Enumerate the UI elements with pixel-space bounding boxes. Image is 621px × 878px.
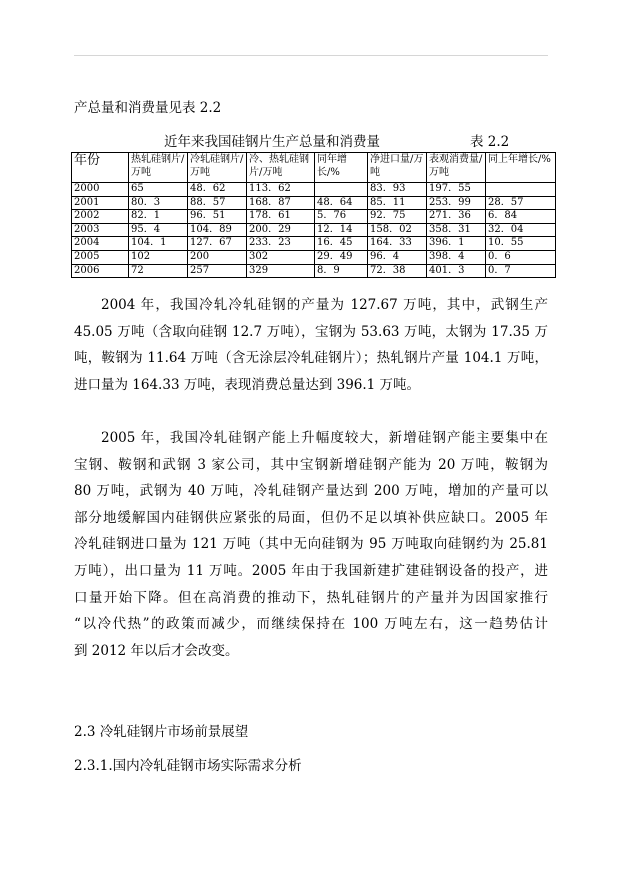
table-cell: 96．51 — [188, 210, 247, 224]
column-header: 热轧硅钢片/万吨 — [129, 153, 188, 183]
table-row — [72, 223, 556, 237]
table-row — [72, 210, 556, 224]
table-caption-title: 近年来我国硅钢片生产总量和消费量 — [164, 134, 380, 150]
table-cell: 72 — [129, 264, 188, 278]
table-row — [72, 237, 556, 251]
table-cell: 10．55 — [486, 237, 556, 251]
table-cell: 2006 — [72, 264, 129, 278]
table-cell: 358．31 — [427, 223, 486, 237]
table-cell: 88．57 — [188, 196, 247, 210]
column-header: 同年增长/% — [315, 153, 368, 183]
table-cell: 2005 — [72, 250, 129, 264]
paragraph-line: 进口量为 164.33 万吨，表现消费总量达到 396.1 万吨。 — [74, 376, 421, 393]
table-cell: 158．02 — [368, 223, 427, 237]
table-cell: 96．4 — [368, 250, 427, 264]
table-cell: 178．61 — [247, 210, 315, 224]
table-cell: 28．57 — [486, 196, 556, 210]
paragraph-line: 45.05 万吨（含取向硅钢 12.7 万吨），宝钢为 53.63 万吨，太钢为 17.35 万 — [74, 323, 548, 340]
table-cell: 80．3 — [129, 196, 188, 210]
table-cell: 271．36 — [427, 210, 486, 224]
paragraph-2005 — [74, 425, 548, 664]
paragraph-line: 万吨），出口量为 11 万吨。2005 年由于我国新建扩建硅钢设备的投产，进 — [74, 562, 548, 579]
table-cell: 233．23 — [247, 237, 315, 251]
table-cell: 82．1 — [129, 210, 188, 224]
table-cell: 2003 — [72, 223, 129, 237]
table-cell: 72．38 — [368, 264, 427, 278]
table-header-row — [72, 153, 556, 183]
table-cell: 253．99 — [427, 196, 486, 210]
table-cell: 168．87 — [247, 196, 315, 210]
table-cell: 102 — [129, 250, 188, 264]
intro-line: 产总量和消费量见表 2.2 — [74, 100, 222, 116]
table-cell: 48．64 — [315, 196, 368, 210]
table-cell: 396．1 — [427, 237, 486, 251]
table-cell: 104．89 — [188, 223, 247, 237]
section-heading-2-3: 2.3 冷轧硅钢片市场前景展望 — [74, 724, 249, 740]
paragraph-line: 宝钢、鞍钢和武钢 3 家公司，其中宝钢新增硅钢产能为 20 万吨，鞍钢为 — [74, 456, 548, 473]
table-cell: 2004 — [72, 237, 129, 251]
table-cell: 398．4 — [427, 250, 486, 264]
table-cell: 65 — [129, 183, 188, 197]
table-cell: 85．11 — [368, 196, 427, 210]
table-cell: 83．93 — [368, 183, 427, 197]
paragraph-line: 冷轧硅钢进口量为 121 万吨（其中无向硅钢为 95 万吨取向硅钢约为 25.81 — [74, 536, 548, 553]
table-cell: 127．67 — [188, 237, 247, 251]
table-cell: 2001 — [72, 196, 129, 210]
table-row — [72, 250, 556, 264]
paragraph-line: 80 万吨，武钢为 40 万吨，冷轧硅钢产量达到 200 万吨，增加的产量可以 — [74, 483, 548, 500]
table-cell: 48．62 — [188, 183, 247, 197]
paragraph-line: 口量开始下降。但在高消费的推动下，热轧硅钢片的产量并为因国家推行 — [74, 589, 548, 606]
table-cell: 6．84 — [486, 210, 556, 224]
table-cell: 29．49 — [315, 250, 368, 264]
table-cell: 12．14 — [315, 223, 368, 237]
table-cell: 164．33 — [368, 237, 427, 251]
paragraph-line: 2005 年，我国冷轧硅钢产能上升幅度较大，新增硅钢产能主要集中在 — [101, 430, 548, 446]
table-cell: 8．9 — [315, 264, 368, 278]
table-row — [72, 264, 556, 278]
table-row — [72, 196, 556, 210]
table-cell: 92．75 — [368, 210, 427, 224]
table-cell: 0．7 — [486, 264, 556, 278]
page-header-rule — [74, 55, 548, 56]
paragraph-line: 到 2012 年以后才会改变。 — [74, 642, 239, 659]
table-row — [72, 183, 556, 197]
paragraph-line: 部分地缓解国内硅钢供应紧张的局面，但仍不足以填补供应缺口。2005 年 — [74, 509, 548, 526]
paragraph-line: “以冷代热”的政策而减少，而继续保持在 100 万吨左右，这一趋势估计 — [74, 616, 548, 633]
table-cell: 32．04 — [486, 223, 556, 237]
table-cell: 0．6 — [486, 250, 556, 264]
paragraph-2004 — [74, 292, 548, 398]
production-consumption-table — [71, 152, 556, 278]
column-header: 冷、热轧硅钢片/万吨 — [247, 153, 315, 183]
table-cell: 200．29 — [247, 223, 315, 237]
table-cell: 329 — [247, 264, 315, 278]
table-cell: 2002 — [72, 210, 129, 224]
section-heading-2-3-1: 2.3.1.国内冷轧硅钢市场实际需求分析 — [74, 758, 302, 774]
column-header: 同上年增长/% — [486, 153, 556, 183]
table-cell: 302 — [247, 250, 315, 264]
paragraph-line: 吨，鞍钢为 11.64 万吨（含无涂层冷轧硅钢片）；热轧钢片产量 104.1 万吨， — [74, 350, 548, 367]
table-cell: 16．45 — [315, 237, 368, 251]
table-cell: 2000 — [72, 183, 129, 197]
paragraph-line: 2004 年，我国冷轧冷轧硅钢的产量为 127.67 万吨，其中，武钢生产 — [101, 297, 548, 313]
column-header: 冷轧硅钢片/万吨 — [188, 153, 247, 183]
table-cell — [315, 183, 368, 197]
table-caption-number: 表 2.2 — [470, 134, 510, 150]
table-cell: 401．3 — [427, 264, 486, 278]
table-cell: 113．62 — [247, 183, 315, 197]
column-header: 净进口量/万吨 — [368, 153, 427, 183]
table-cell: 197．55 — [427, 183, 486, 197]
table-cell: 257 — [188, 264, 247, 278]
table-cell — [486, 183, 556, 197]
column-header: 表观消费量/万吨 — [427, 153, 486, 183]
column-header: 年份 — [72, 153, 129, 183]
table-cell: 95．4 — [129, 223, 188, 237]
table-cell: 104．1 — [129, 237, 188, 251]
table-cell: 200 — [188, 250, 247, 264]
table-cell: 5．76 — [315, 210, 368, 224]
